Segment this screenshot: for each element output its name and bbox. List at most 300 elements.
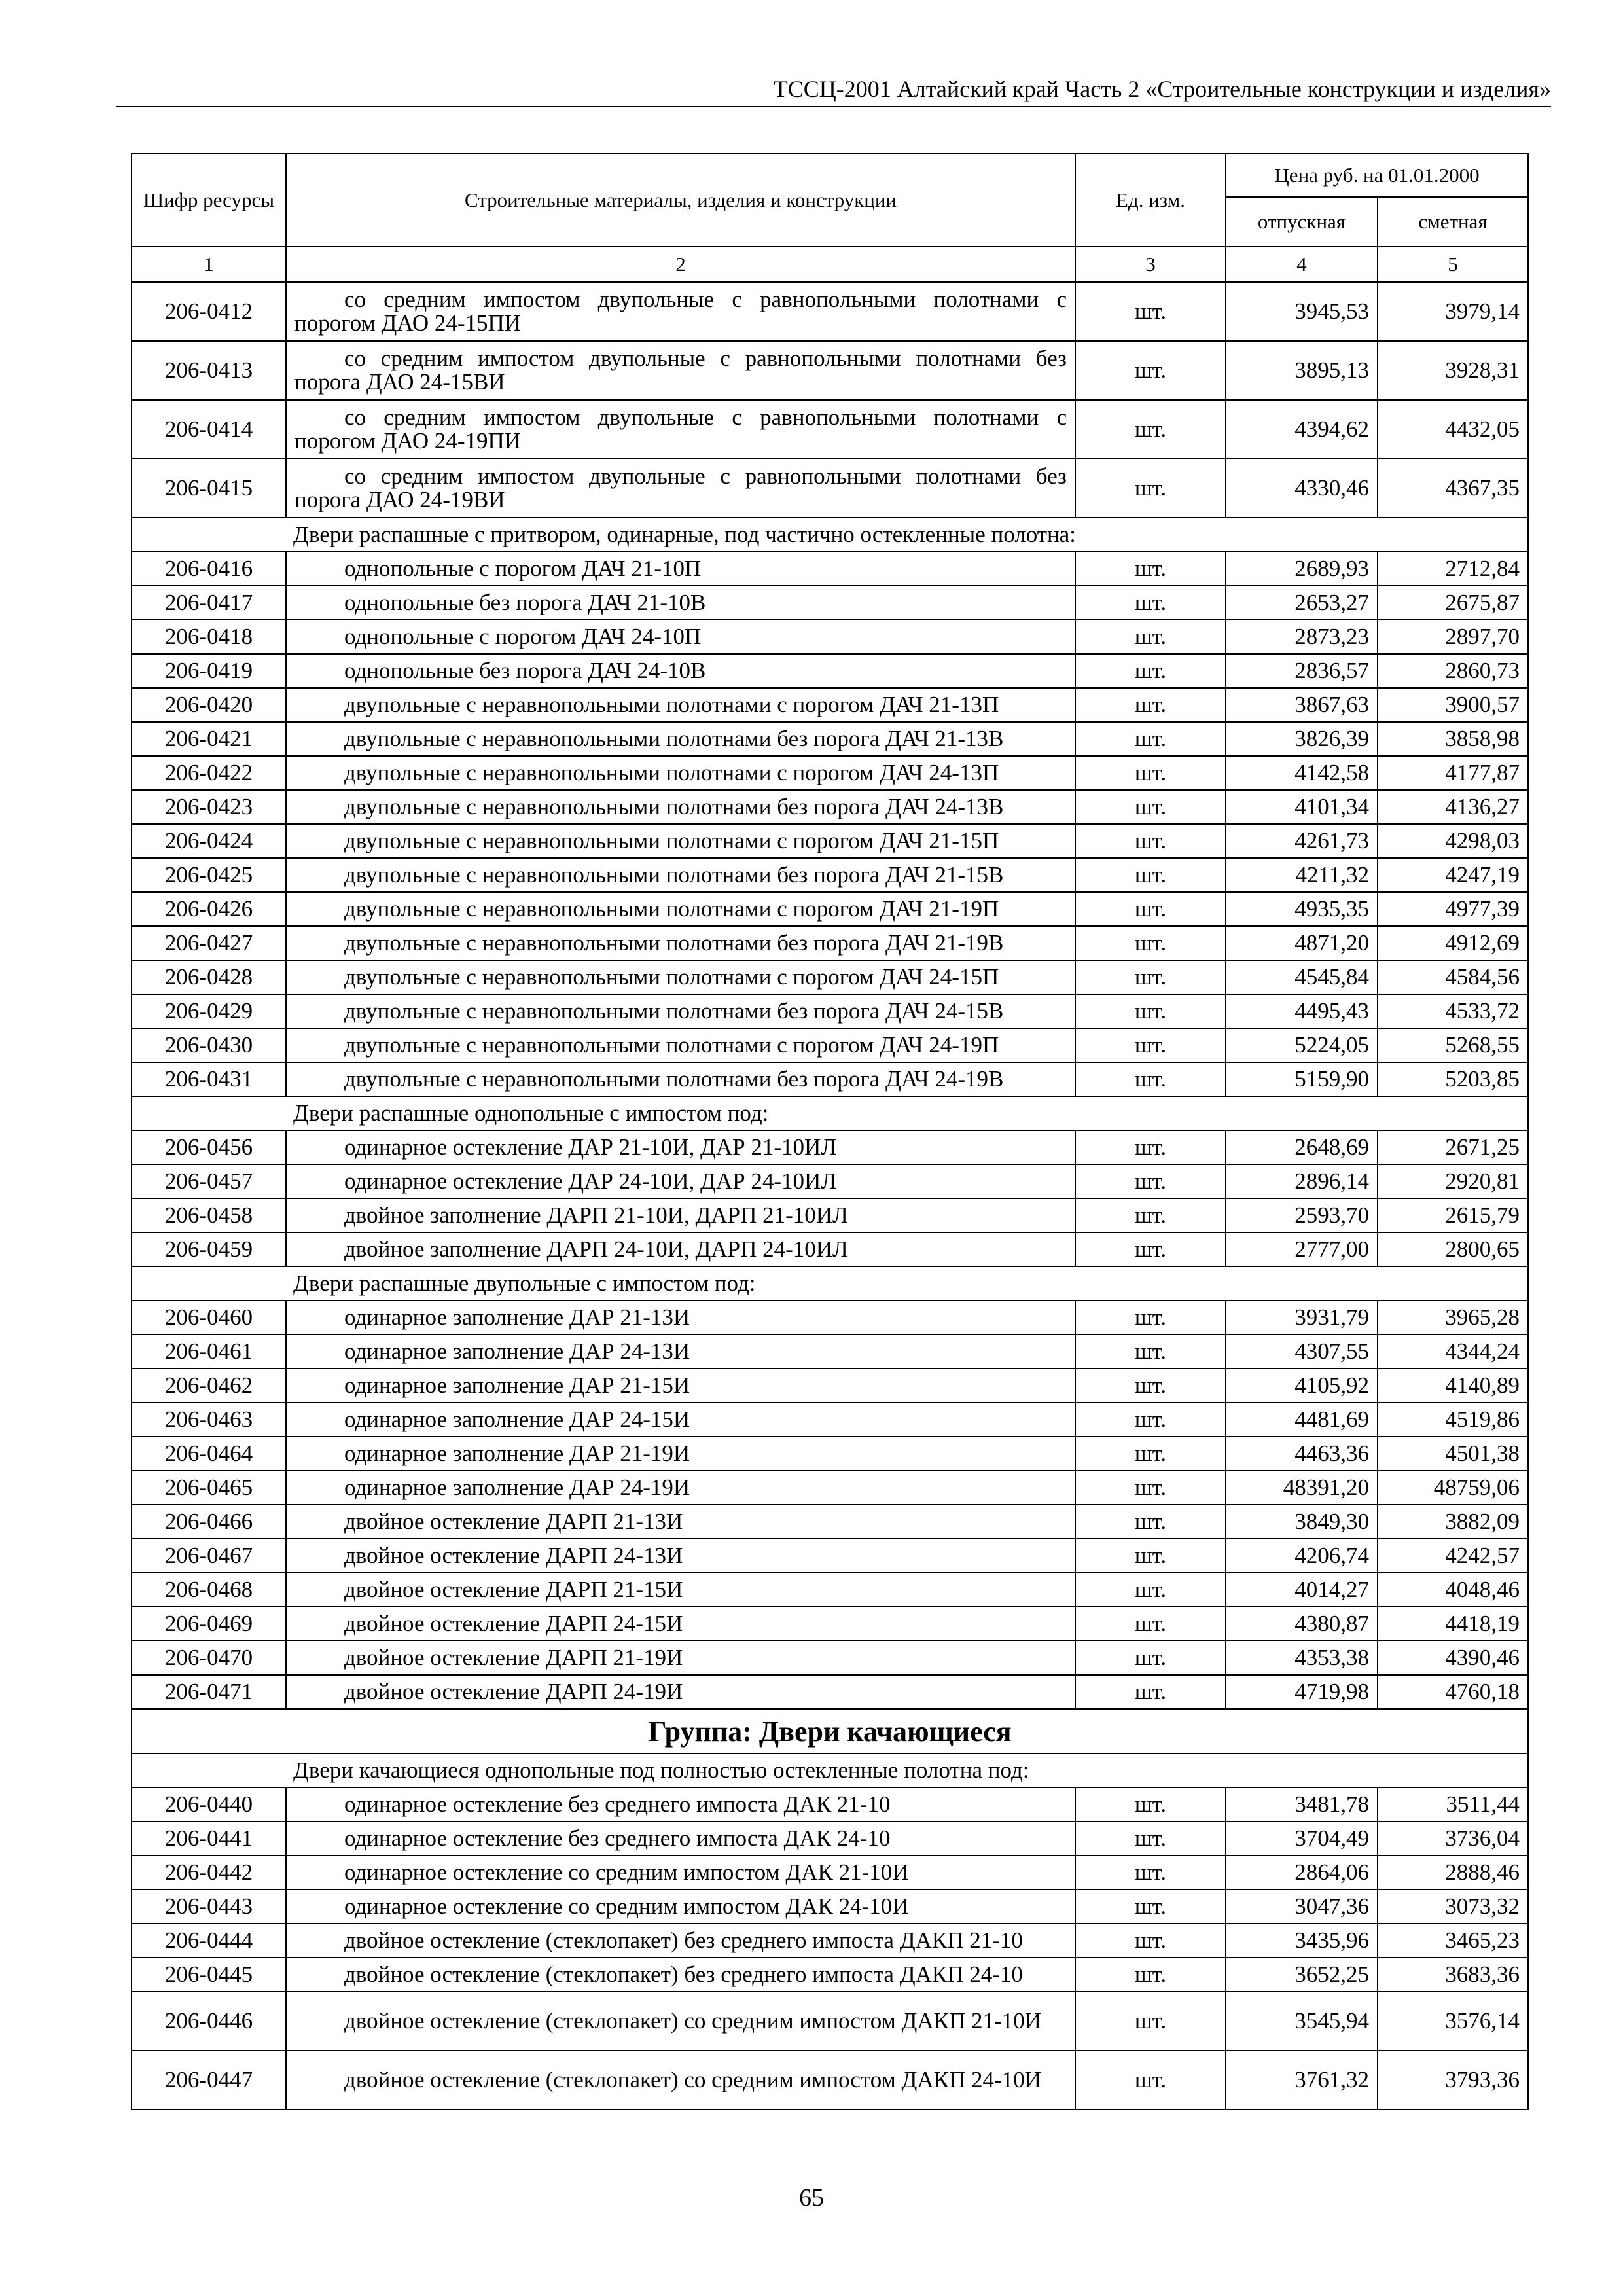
estimate-price: 4242,57: [1378, 1539, 1528, 1573]
resource-code: 206-0427: [132, 926, 286, 960]
unit: шт.: [1075, 2051, 1226, 2109]
release-price: 2689,93: [1226, 552, 1378, 586]
item-name: [286, 1198, 1075, 1232]
table-row: [132, 654, 1528, 688]
table-row: [132, 1992, 1528, 2051]
release-price: 4495,43: [1226, 994, 1378, 1028]
release-price: 4307,55: [1226, 1335, 1378, 1369]
estimate-price: 3882,09: [1378, 1505, 1528, 1539]
item-name-text: одинарное остекление ДАР 21-10И, ДАР 21-10ИЛ: [344, 1134, 837, 1160]
item-name-text: двупольные с неравнопольными полотнами с порогом ДАЧ 21-15П: [344, 828, 999, 853]
item-name-text: двойное остекление ДАРП 21-19И: [344, 1645, 683, 1670]
release-price: 3867,63: [1226, 688, 1378, 722]
item-name-text: со средним импостом двупольные с равнопольными полотнами без порога ДАО 24-15ВИ: [294, 346, 1067, 395]
resource-code: 206-0446: [132, 1992, 286, 2051]
item-name: [286, 756, 1075, 790]
column-number: 5: [1378, 247, 1528, 282]
resource-code: 206-0442: [132, 1856, 286, 1890]
estimate-price: 4177,87: [1378, 756, 1528, 790]
resource-code: 206-0424: [132, 824, 286, 858]
table-row: [132, 620, 1528, 654]
estimate-price: 3928,31: [1378, 341, 1528, 400]
running-header: ТССЦ-2001 Алтайский край Часть 2 «Строительные конструкции и изделия»: [773, 76, 1551, 102]
release-price: 3435,96: [1226, 1924, 1378, 1958]
table-row: [132, 1403, 1528, 1437]
release-price: 4206,74: [1226, 1539, 1378, 1573]
item-name: [286, 654, 1075, 688]
unit: шт.: [1075, 1787, 1226, 1821]
release-price: 3826,39: [1226, 722, 1378, 756]
item-name-text: одинарное заполнение ДАР 24-13И: [344, 1338, 690, 1364]
table-row: [132, 1198, 1528, 1232]
item-name-text: двойное остекление ДАРП 21-13И: [344, 1509, 683, 1534]
release-price: 4871,20: [1226, 926, 1378, 960]
unit: шт.: [1075, 926, 1226, 960]
item-name-text: одинарное заполнение ДАР 21-19И: [344, 1441, 690, 1466]
item-name-text: одинарное остекление со средним импостом ДАК 24-10И: [344, 1893, 909, 1919]
page-number: 65: [799, 2184, 824, 2212]
item-name: [286, 1675, 1075, 1709]
estimate-price: 5268,55: [1378, 1028, 1528, 1062]
table-row: [132, 1300, 1528, 1335]
unit: шт.: [1075, 1130, 1226, 1164]
unit: шт.: [1075, 1573, 1226, 1607]
estimate-price: 3965,28: [1378, 1300, 1528, 1335]
release-price: 4211,32: [1226, 858, 1378, 892]
unit: шт.: [1075, 1232, 1226, 1266]
release-price: 3481,78: [1226, 1787, 1378, 1821]
unit: шт.: [1075, 1607, 1226, 1641]
item-name-text: двойное остекление ДАРП 24-19И: [344, 1679, 683, 1704]
item-name-text: со средним импостом двупольные с равнопольными полотнами с порогом ДАО 24-15ПИ: [294, 287, 1067, 336]
table-row: [132, 1471, 1528, 1505]
resource-code: 206-0469: [132, 1607, 286, 1641]
resource-code: 206-0461: [132, 1335, 286, 1369]
section-title: Двери качающиеся однопольные под полностью остекленные полотна под:: [132, 1753, 1528, 1787]
unit: шт.: [1075, 994, 1226, 1028]
estimate-price: 4912,69: [1378, 926, 1528, 960]
item-name: [286, 1471, 1075, 1505]
item-name: [286, 1505, 1075, 1539]
item-name: [286, 1437, 1075, 1471]
table-row: [132, 400, 1528, 459]
release-price: 4463,36: [1226, 1437, 1378, 1471]
release-price: 4719,98: [1226, 1675, 1378, 1709]
estimate-price: 4519,86: [1378, 1403, 1528, 1437]
section-row: [132, 1753, 1528, 1787]
column-number: 2: [286, 247, 1075, 282]
estimate-price: 2615,79: [1378, 1198, 1528, 1232]
resource-code: 206-0414: [132, 400, 286, 459]
estimate-price: 2800,65: [1378, 1232, 1528, 1266]
resource-code: 206-0415: [132, 459, 286, 518]
item-name-text: однопольные без порога ДАЧ 21-10В: [344, 590, 706, 615]
release-price: 2777,00: [1226, 1232, 1378, 1266]
table-row: [132, 459, 1528, 518]
item-name-text: со средним импостом двупольные с равнопольными полотнами с порогом ДАО 24-19ПИ: [294, 404, 1067, 454]
item-name: [286, 960, 1075, 994]
item-name-text: двойное остекление (стеклопакет) без среднего импоста ДАКП 24-10: [344, 1962, 1023, 1987]
resource-code: 206-0426: [132, 892, 286, 926]
release-price: 4142,58: [1226, 756, 1378, 790]
resource-code: 206-0445: [132, 1958, 286, 1992]
unit: шт.: [1075, 824, 1226, 858]
table-row: [132, 1164, 1528, 1198]
group-row: [132, 1709, 1528, 1753]
item-name: [286, 1062, 1075, 1096]
unit: шт.: [1075, 858, 1226, 892]
resource-code: 206-0471: [132, 1675, 286, 1709]
item-name: [286, 341, 1075, 400]
table-row: [132, 1539, 1528, 1573]
estimate-price: 4298,03: [1378, 824, 1528, 858]
table-row: [132, 1890, 1528, 1924]
table-row: [132, 994, 1528, 1028]
release-price: 5159,90: [1226, 1062, 1378, 1096]
unit: шт.: [1075, 1992, 1226, 2051]
table-row: [132, 1437, 1528, 1471]
item-name: [286, 1232, 1075, 1266]
header-code: Шифр ресурсы: [132, 154, 286, 247]
release-price: 4330,46: [1226, 459, 1378, 518]
unit: шт.: [1075, 654, 1226, 688]
resource-code: 206-0420: [132, 688, 286, 722]
estimate-price: 4136,27: [1378, 790, 1528, 824]
release-price: 5224,05: [1226, 1028, 1378, 1062]
resource-code: 206-0470: [132, 1641, 286, 1675]
item-name: [286, 1821, 1075, 1856]
estimate-price: 3736,04: [1378, 1821, 1528, 1856]
header-name: Строительные материалы, изделия и конструкции: [286, 154, 1075, 247]
unit: шт.: [1075, 892, 1226, 926]
table-row: [132, 688, 1528, 722]
item-name: [286, 1924, 1075, 1958]
release-price: 3945,53: [1226, 282, 1378, 341]
table-row: [132, 1369, 1528, 1403]
unit: шт.: [1075, 1505, 1226, 1539]
estimate-price: 3073,32: [1378, 1890, 1528, 1924]
item-name: [286, 1607, 1075, 1641]
item-name-text: однопольные с порогом ДАЧ 21-10П: [344, 556, 702, 581]
item-name-text: однопольные с порогом ДАЧ 24-10П: [344, 624, 702, 649]
unit: шт.: [1075, 1856, 1226, 1890]
unit: шт.: [1075, 1198, 1226, 1232]
estimate-price: 3465,23: [1378, 1924, 1528, 1958]
estimate-price: 3793,36: [1378, 2051, 1528, 2109]
unit: шт.: [1075, 960, 1226, 994]
resource-code: 206-0468: [132, 1573, 286, 1607]
release-price: 3652,25: [1226, 1958, 1378, 1992]
table-row: [132, 858, 1528, 892]
item-name: [286, 552, 1075, 586]
section-row: [132, 1266, 1528, 1300]
resource-code: 206-0418: [132, 620, 286, 654]
estimate-price: 3576,14: [1378, 1992, 1528, 2051]
price-table: [131, 153, 1529, 2110]
release-price: 4545,84: [1226, 960, 1378, 994]
estimate-price: 3683,36: [1378, 1958, 1528, 1992]
estimate-price: 2675,87: [1378, 586, 1528, 620]
item-name-text: одинарное остекление без среднего импоста ДАК 24-10: [344, 1825, 891, 1851]
resource-code: 206-0443: [132, 1890, 286, 1924]
estimate-price: 2671,25: [1378, 1130, 1528, 1164]
item-name-text: однопольные без порога ДАЧ 24-10В: [344, 658, 706, 683]
item-name: [286, 824, 1075, 858]
item-name-text: двупольные с неравнопольными полотнами без порога ДАЧ 21-15В: [344, 862, 1004, 888]
release-price: 2873,23: [1226, 620, 1378, 654]
item-name: [286, 586, 1075, 620]
release-price: 3704,49: [1226, 1821, 1378, 1856]
resource-code: 206-0458: [132, 1198, 286, 1232]
estimate-price: 4390,46: [1378, 1641, 1528, 1675]
release-price: 2653,27: [1226, 586, 1378, 620]
table-row: [132, 1856, 1528, 1890]
resource-code: 206-0457: [132, 1164, 286, 1198]
table-row: [132, 586, 1528, 620]
estimate-price: 4432,05: [1378, 400, 1528, 459]
estimate-price: 4501,38: [1378, 1437, 1528, 1471]
unit: шт.: [1075, 1641, 1226, 1675]
unit: шт.: [1075, 1403, 1226, 1437]
resource-code: 206-0416: [132, 552, 286, 586]
table-row: [132, 1028, 1528, 1062]
table-row: [132, 1924, 1528, 1958]
estimate-price: 2712,84: [1378, 552, 1528, 586]
unit: шт.: [1075, 1335, 1226, 1369]
item-name: [286, 688, 1075, 722]
table-row: [132, 960, 1528, 994]
item-name-text: двупольные с неравнопольными полотнами без порога ДАЧ 21-13В: [344, 726, 1004, 751]
estimate-price: 4344,24: [1378, 1335, 1528, 1369]
unit: шт.: [1075, 1924, 1226, 1958]
resource-code: 206-0412: [132, 282, 286, 341]
release-price: 2864,06: [1226, 1856, 1378, 1890]
item-name-text: двойное остекление ДАРП 21-15И: [344, 1577, 683, 1602]
unit: шт.: [1075, 1028, 1226, 1062]
table-row: [132, 1958, 1528, 1992]
unit: шт.: [1075, 688, 1226, 722]
table-row: [132, 1505, 1528, 1539]
item-name-text: двупольные с неравнопольными полотнами с порогом ДАЧ 21-13П: [344, 692, 999, 717]
item-name: [286, 1573, 1075, 1607]
resource-code: 206-0422: [132, 756, 286, 790]
item-name: [286, 1641, 1075, 1675]
unit: шт.: [1075, 282, 1226, 341]
header-price: Цена руб. на 01.01.2000: [1226, 154, 1528, 197]
estimate-price: 3858,98: [1378, 722, 1528, 756]
estimate-price: 4977,39: [1378, 892, 1528, 926]
release-price: 3849,30: [1226, 1505, 1378, 1539]
estimate-price: 4140,89: [1378, 1369, 1528, 1403]
item-name: [286, 1539, 1075, 1573]
table-row: [132, 824, 1528, 858]
table-body: [132, 282, 1528, 2109]
item-name: [286, 1130, 1075, 1164]
item-name: [286, 282, 1075, 341]
item-name: [286, 790, 1075, 824]
unit: шт.: [1075, 552, 1226, 586]
table-row: [132, 1607, 1528, 1641]
resource-code: 206-0423: [132, 790, 286, 824]
resource-code: 206-0459: [132, 1232, 286, 1266]
item-name-text: двойное остекление (стеклопакет) со средним импостом ДАКП 21-10И: [344, 2008, 1041, 2034]
resource-code: 206-0428: [132, 960, 286, 994]
table-row: [132, 790, 1528, 824]
header-estimate-price: сметная: [1378, 197, 1528, 247]
estimate-price: 4367,35: [1378, 459, 1528, 518]
resource-code: 206-0441: [132, 1821, 286, 1856]
item-name-text: двупольные с неравнопольными полотнами без порога ДАЧ 24-19В: [344, 1066, 1004, 1092]
item-name-text: одинарное заполнение ДАР 24-19И: [344, 1475, 690, 1500]
item-name: [286, 2051, 1075, 2109]
estimate-price: 2897,70: [1378, 620, 1528, 654]
item-name-text: одинарное заполнение ДАР 24-15И: [344, 1407, 690, 1432]
item-name-text: одинарное заполнение ДАР 21-15И: [344, 1372, 690, 1398]
release-price: 4261,73: [1226, 824, 1378, 858]
table-row: [132, 1787, 1528, 1821]
release-price: 48391,20: [1226, 1471, 1378, 1505]
release-price: 3895,13: [1226, 341, 1378, 400]
unit: шт.: [1075, 620, 1226, 654]
estimate-price: 3979,14: [1378, 282, 1528, 341]
unit: шт.: [1075, 722, 1226, 756]
resource-code: 206-0419: [132, 654, 286, 688]
item-name-text: двупольные с неравнопольными полотнами без порога ДАЧ 24-13В: [344, 794, 1004, 819]
release-price: 3761,32: [1226, 2051, 1378, 2109]
item-name: [286, 1164, 1075, 1198]
resource-code: 206-0467: [132, 1539, 286, 1573]
table-row: [132, 2051, 1528, 2109]
table-row: [132, 1062, 1528, 1096]
unit: шт.: [1075, 1821, 1226, 1856]
section-row: [132, 518, 1528, 552]
estimate-price: 4760,18: [1378, 1675, 1528, 1709]
resource-code: 206-0425: [132, 858, 286, 892]
item-name: [286, 1369, 1075, 1403]
item-name-text: двупольные с неравнопольными полотнами с порогом ДАЧ 21-19П: [344, 896, 999, 922]
estimate-price: 2920,81: [1378, 1164, 1528, 1198]
header-unit: Ед. изм.: [1075, 154, 1226, 247]
release-price: 4353,38: [1226, 1641, 1378, 1675]
resource-code: 206-0430: [132, 1028, 286, 1062]
item-name: [286, 1856, 1075, 1890]
unit: шт.: [1075, 1300, 1226, 1335]
item-name: [286, 858, 1075, 892]
item-name: [286, 1890, 1075, 1924]
unit: шт.: [1075, 586, 1226, 620]
release-price: 2593,70: [1226, 1198, 1378, 1232]
item-name-text: двойное остекление ДАРП 24-15И: [344, 1611, 683, 1636]
resource-code: 206-0447: [132, 2051, 286, 2109]
item-name: [286, 1787, 1075, 1821]
unit: шт.: [1075, 1062, 1226, 1096]
resource-code: 206-0464: [132, 1437, 286, 1471]
column-number: 3: [1075, 247, 1226, 282]
item-name: [286, 1028, 1075, 1062]
release-price: 4380,87: [1226, 1607, 1378, 1641]
unit: шт.: [1075, 1164, 1226, 1198]
resource-code: 206-0466: [132, 1505, 286, 1539]
resource-code: 206-0444: [132, 1924, 286, 1958]
release-price: 4105,92: [1226, 1369, 1378, 1403]
estimate-price: 2860,73: [1378, 654, 1528, 688]
item-name-text: двойное заполнение ДАРП 24-10И, ДАРП 24-10ИЛ: [344, 1236, 848, 1262]
group-title: Группа: Двери качающиеся: [132, 1709, 1528, 1753]
estimate-price: 3900,57: [1378, 688, 1528, 722]
item-name-text: двойное остекление (стеклопакет) без среднего импоста ДАКП 21-10: [344, 1928, 1023, 1953]
item-name-text: двупольные с неравнопольными полотнами с порогом ДАЧ 24-19П: [344, 1032, 999, 1058]
resource-code: 206-0465: [132, 1471, 286, 1505]
table-row: [132, 722, 1528, 756]
release-price: 3931,79: [1226, 1300, 1378, 1335]
release-price: 4101,34: [1226, 790, 1378, 824]
table-row: [132, 1821, 1528, 1856]
table-row: [132, 1335, 1528, 1369]
item-name: [286, 620, 1075, 654]
section-title: Двери распашные двупольные с импостом под:: [132, 1266, 1528, 1300]
estimate-price: 48759,06: [1378, 1471, 1528, 1505]
resource-code: 206-0460: [132, 1300, 286, 1335]
estimate-price: 2888,46: [1378, 1856, 1528, 1890]
release-price: 3047,36: [1226, 1890, 1378, 1924]
table-row: [132, 926, 1528, 960]
table-row: [132, 552, 1528, 586]
table-row: [132, 1641, 1528, 1675]
estimate-price: 4584,56: [1378, 960, 1528, 994]
release-price: 4481,69: [1226, 1403, 1378, 1437]
resource-code: 206-0413: [132, 341, 286, 400]
table-row: [132, 1573, 1528, 1607]
item-name-text: двойное остекление ДАРП 24-13И: [344, 1543, 683, 1568]
unit: шт.: [1075, 1539, 1226, 1573]
table-row: [132, 892, 1528, 926]
estimate-price: 5203,85: [1378, 1062, 1528, 1096]
item-name: [286, 400, 1075, 459]
release-price: 4394,62: [1226, 400, 1378, 459]
item-name: [286, 1300, 1075, 1335]
item-name: [286, 892, 1075, 926]
resource-code: 206-0421: [132, 722, 286, 756]
estimate-price: 4533,72: [1378, 994, 1528, 1028]
item-name: [286, 1335, 1075, 1369]
item-name-text: одинарное остекление без среднего импоста ДАК 21-10: [344, 1791, 891, 1817]
item-name-text: двупольные с неравнопольными полотнами с порогом ДАЧ 24-13П: [344, 760, 999, 785]
resource-code: 206-0417: [132, 586, 286, 620]
unit: шт.: [1075, 790, 1226, 824]
resource-code: 206-0463: [132, 1403, 286, 1437]
item-name: [286, 1958, 1075, 1992]
item-name: [286, 722, 1075, 756]
item-name-text: двупольные с неравнопольными полотнами без порога ДАЧ 21-19В: [344, 930, 1004, 956]
unit: шт.: [1075, 459, 1226, 518]
item-name-text: двойное заполнение ДАРП 21-10И, ДАРП 21-10ИЛ: [344, 1202, 848, 1228]
item-name-text: одинарное остекление ДАР 24-10И, ДАР 24-10ИЛ: [344, 1168, 837, 1194]
item-name: [286, 926, 1075, 960]
table-row: [132, 1232, 1528, 1266]
header-release-price: отпускная: [1226, 197, 1378, 247]
release-price: 2896,14: [1226, 1164, 1378, 1198]
estimate-price: 4418,19: [1378, 1607, 1528, 1641]
table-row: [132, 756, 1528, 790]
item-name-text: двупольные с неравнопольными полотнами с порогом ДАЧ 24-15П: [344, 964, 999, 990]
estimate-price: 3511,44: [1378, 1787, 1528, 1821]
resource-code: 206-0456: [132, 1130, 286, 1164]
item-name-text: одинарное заполнение ДАР 21-13И: [344, 1304, 690, 1330]
column-number: 1: [132, 247, 286, 282]
section-title: Двери распашные однопольные с импостом под:: [132, 1096, 1528, 1130]
release-price: 4935,35: [1226, 892, 1378, 926]
unit: шт.: [1075, 341, 1226, 400]
